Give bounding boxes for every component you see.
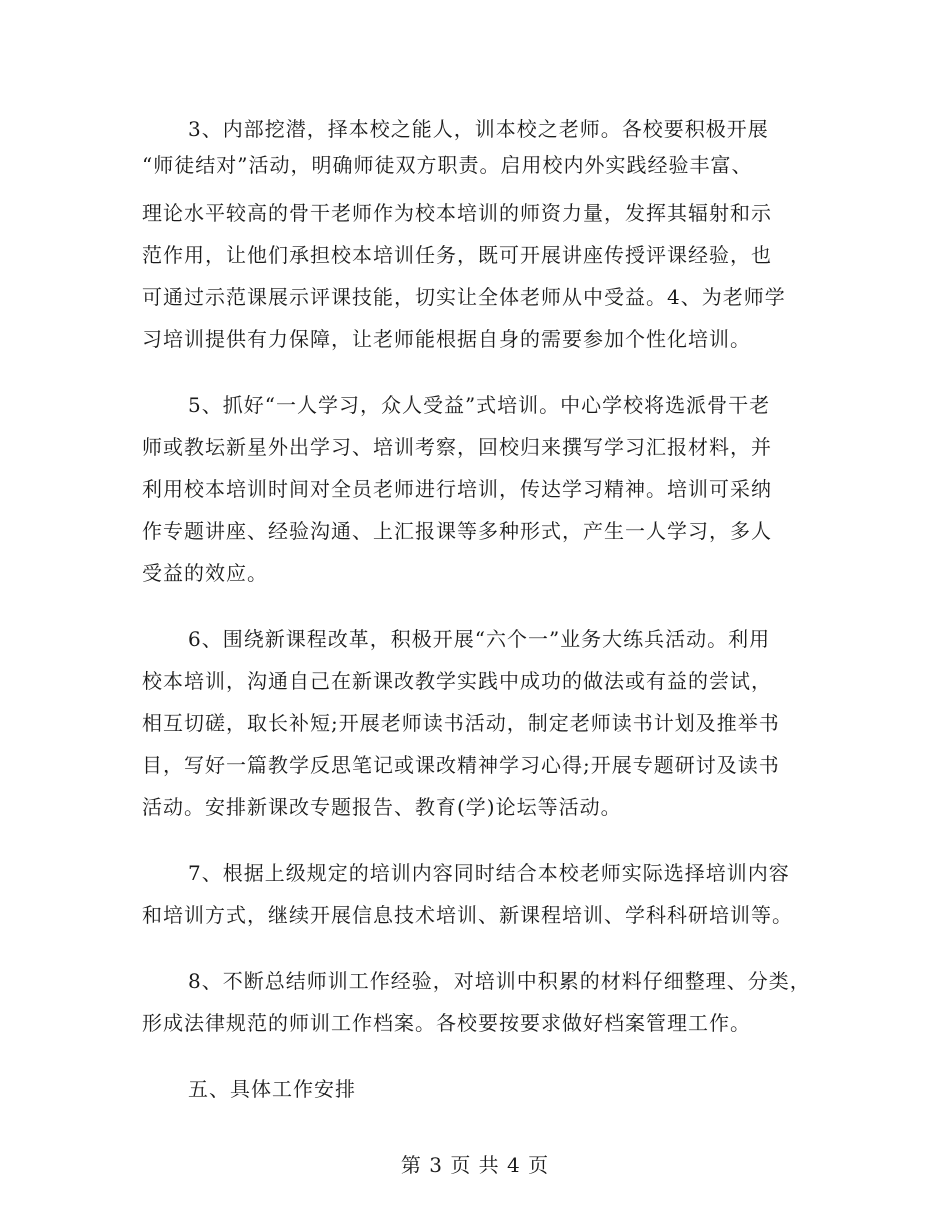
text-line: “师徒结对”活动，明确师徒双方职责。启用校内外实践经验丰富、 (142, 153, 753, 177)
text-line: 7、根据上级规定的培训内容同时结合本校老师实际选择培训内容 (188, 861, 790, 885)
text-line: 可通过示范课展示评课技能，切实让全体老师从中受益。4、为老师学 (142, 285, 786, 309)
page-number-footer: 第 3 页 共 4 页 (400, 1153, 550, 1177)
text-line: 校本培训，沟通自己在新课改教学实践中成功的做法或有益的尝试， (142, 669, 772, 693)
section-heading: 五、具体工作安排 (188, 1077, 356, 1101)
text-line: 作专题讲座、经验沟通、上汇报课等多种形式，产生一人学习，多人 (142, 519, 772, 543)
text-line: 活动。安排新课改专题报告、教育(学)论坛等活动。 (142, 795, 622, 819)
text-line: 师或教坛新星外出学习、培训考察，回校归来撰写学习汇报材料，并 (142, 435, 772, 459)
text-line: 3、内部挖潜，择本校之能人，训本校之老师。各校要积极开展 (188, 117, 769, 141)
text-line: 8、不断总结师训工作经验，对培训中积累的材料仔细整理、分类， (188, 969, 811, 993)
text-line: 习培训提供有力保障，让老师能根据自身的需要参加个性化培训。 (142, 327, 751, 351)
text-line: 范作用，让他们承担校本培训任务，既可开展讲座传授评课经验，也 (142, 243, 772, 267)
text-line: 6、围绕新课程改革，积极开展“六个一”业务大练兵活动。利用 (188, 627, 771, 651)
text-line: 和培训方式，继续开展信息技术培训、新课程培训、学科科研培训等。 (142, 903, 793, 927)
text-line: 利用校本培训时间对全员老师进行培训，传达学习精神。培训可采纳 (142, 477, 772, 501)
text-line: 相互切磋，取长补短;开展老师读书活动，制定老师读书计划及推举书 (142, 711, 780, 735)
text-line: 5、抓好“一人学习，众人受益”式培训。中心学校将选派骨干老 (188, 393, 771, 417)
text-line: 形成法律规范的师训工作档案。各校要按要求做好档案管理工作。 (142, 1011, 751, 1035)
text-line: 受益的效应。 (142, 561, 268, 585)
text-line: 理论水平较高的骨干老师作为校本培训的师资力量，发挥其辐射和示 (142, 201, 772, 225)
text-line: 目，写好一篇教学反思笔记或课改精神学习心得;开展专题研讨及读书 (142, 753, 780, 777)
